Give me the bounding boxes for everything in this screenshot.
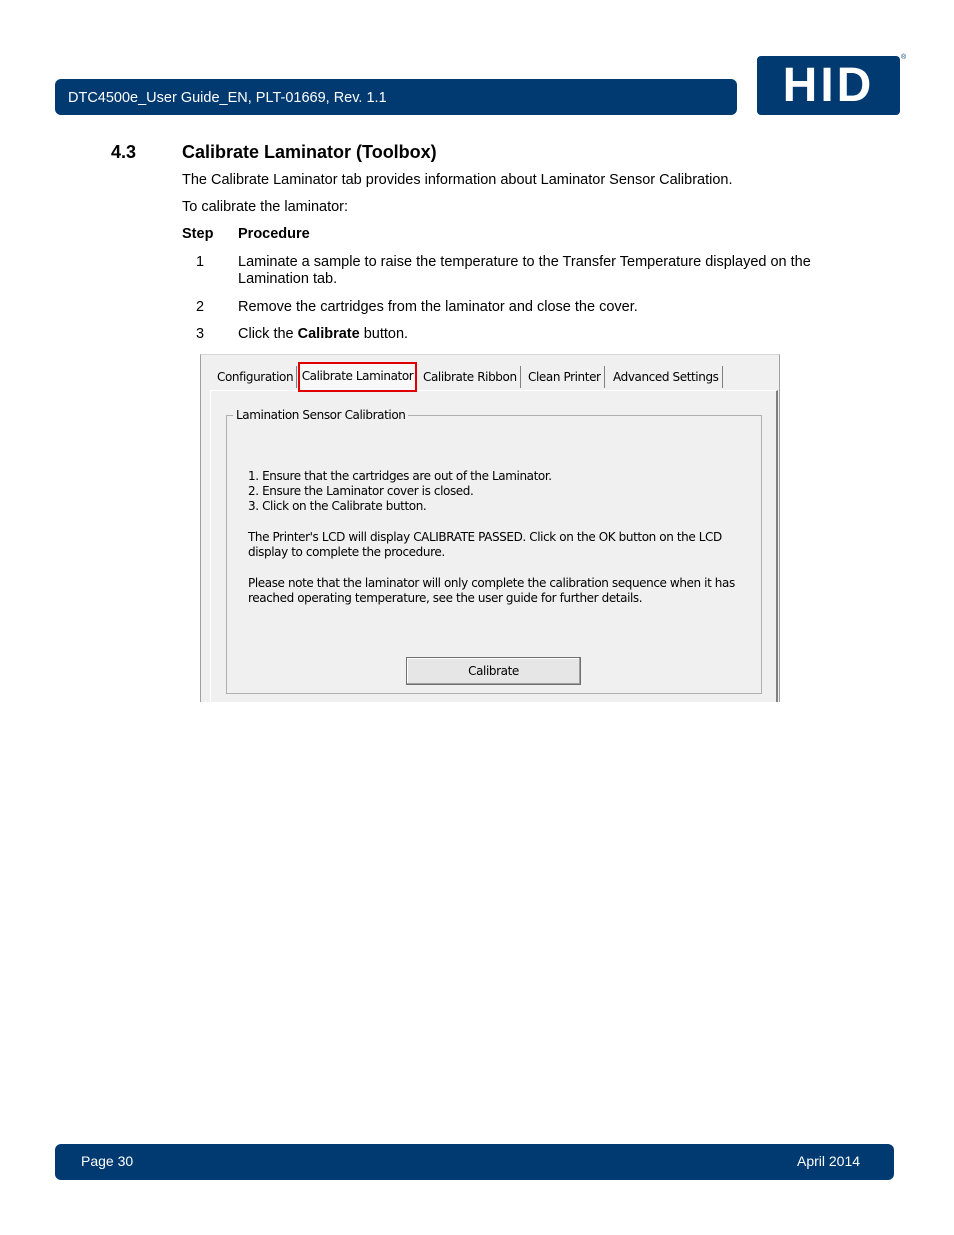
step-text: Laminate a sample to raise the temperature to the Transfer Temperature displayed on the Lamination tab.: [238, 254, 811, 287]
instruction-line: Please note that the laminator will only complete the calibration sequence when it has: [248, 576, 735, 590]
instruction-line: 3. Click on the Calibrate button.: [248, 499, 427, 513]
instruction-line: 2. Ensure the Laminator cover is closed.: [248, 484, 474, 498]
page-number: Page 30: [81, 1153, 134, 1169]
footer-date: April 2014: [797, 1153, 861, 1169]
procedure-column-header: Procedure: [238, 226, 310, 242]
hid-logo: [757, 56, 900, 115]
instruction-line: The Printer's LCD will display CALIBRATE PASSED. Click on the OK button on the LCD: [248, 530, 722, 544]
lead-paragraph: To calibrate the laminator:: [182, 199, 349, 215]
groupbox-title: Lamination Sensor Calibration: [233, 408, 408, 422]
instruction-line: reached operating temperature, see the user guide for further details.: [248, 591, 643, 605]
footer-bar: [55, 1144, 894, 1180]
tab-calibrate-ribbon[interactable]: Calibrate Ribbon: [420, 366, 521, 388]
hid-logo-text: HID: [782, 59, 875, 112]
tab-advanced-settings[interactable]: Advanced Settings: [610, 366, 723, 388]
step-text-before: Click the: [238, 326, 298, 342]
step-number: 3: [196, 326, 205, 342]
step-number: 1: [196, 254, 205, 270]
document-title: DTC4500e_User Guide_EN, PLT-01669, Rev. 1.1: [68, 90, 387, 106]
intro-paragraph: The Calibrate Laminator tab provides information about Laminator Sensor Calibration.: [182, 172, 733, 188]
instruction-line: 1. Ensure that the cartridges are out of the Laminator.: [248, 469, 552, 483]
registered-mark: ®: [901, 54, 907, 61]
step-text-bold: Calibrate: [297, 326, 360, 342]
instruction-line: display to complete the procedure.: [248, 545, 445, 559]
step-column-header: Step: [182, 226, 214, 242]
step-text: [238, 326, 868, 343]
tab-configuration[interactable]: Configuration: [214, 366, 297, 388]
tab-calibrate-laminator[interactable]: Calibrate Laminator: [298, 362, 417, 392]
section-number: 4.3: [111, 142, 137, 162]
calibrate-button[interactable]: Calibrate: [406, 657, 581, 685]
step-text: Remove the cartridges from the laminator and close the cover.: [238, 299, 638, 315]
step-text-after: button.: [359, 326, 409, 342]
tab-clean-printer[interactable]: Clean Printer: [525, 366, 605, 388]
section-title: Calibrate Laminator (Toolbox): [182, 142, 437, 162]
step-number: 2: [196, 299, 205, 315]
